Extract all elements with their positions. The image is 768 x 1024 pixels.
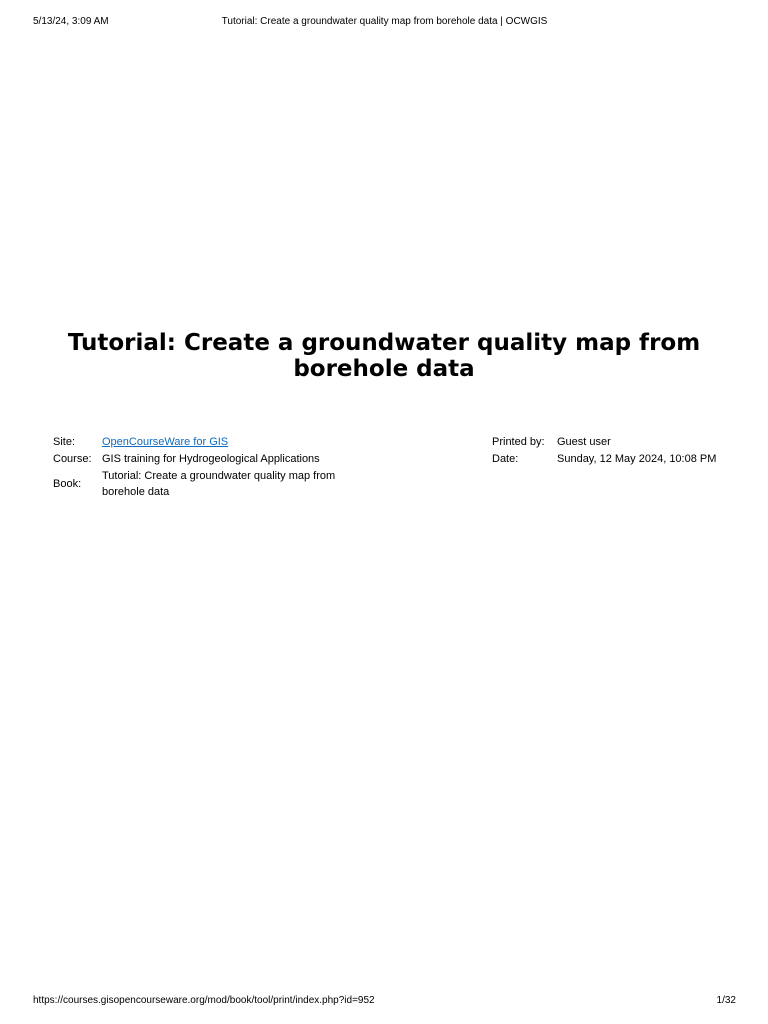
date-value: Sunday, 12 May 2024, 10:08 PM bbox=[557, 452, 717, 465]
printed-by-value: Guest user bbox=[557, 435, 611, 448]
print-document-title: Tutorial: Create a groundwater quality map from borehole data | OCWGIS bbox=[221, 16, 548, 27]
print-footer bbox=[33, 995, 736, 1009]
course-value: GIS training for Hydrogeological Applications bbox=[102, 452, 320, 465]
printed-by-label: Printed by: bbox=[492, 435, 545, 448]
book-info-table bbox=[53, 433, 373, 501]
print-date: 5/13/24, 3:09 AM bbox=[33, 16, 109, 27]
date-label: Date: bbox=[492, 452, 519, 465]
page-number: 1/32 bbox=[716, 995, 736, 1006]
site-label: Site: bbox=[53, 435, 76, 448]
print-header bbox=[33, 16, 736, 30]
book-value: Tutorial: Create a groundwater quality map from borehole data bbox=[102, 470, 336, 498]
page-title: Tutorial: Create a groundwater quality map from borehole data bbox=[67, 330, 701, 382]
book-label: Book: bbox=[53, 478, 82, 490]
printed-by-row bbox=[492, 433, 742, 450]
book-row bbox=[53, 467, 373, 501]
page-url: https://courses.gisopencourseware.org/mod/book/tool/print/index.php?id=952 bbox=[33, 995, 375, 1006]
site-link[interactable]: OpenCourseWare for GIS bbox=[102, 435, 229, 448]
print-info-table bbox=[492, 433, 742, 467]
site-value bbox=[102, 434, 373, 450]
date-row bbox=[492, 450, 742, 467]
course-row bbox=[53, 450, 373, 467]
site-row bbox=[53, 433, 373, 450]
course-label: Course: bbox=[53, 452, 92, 465]
